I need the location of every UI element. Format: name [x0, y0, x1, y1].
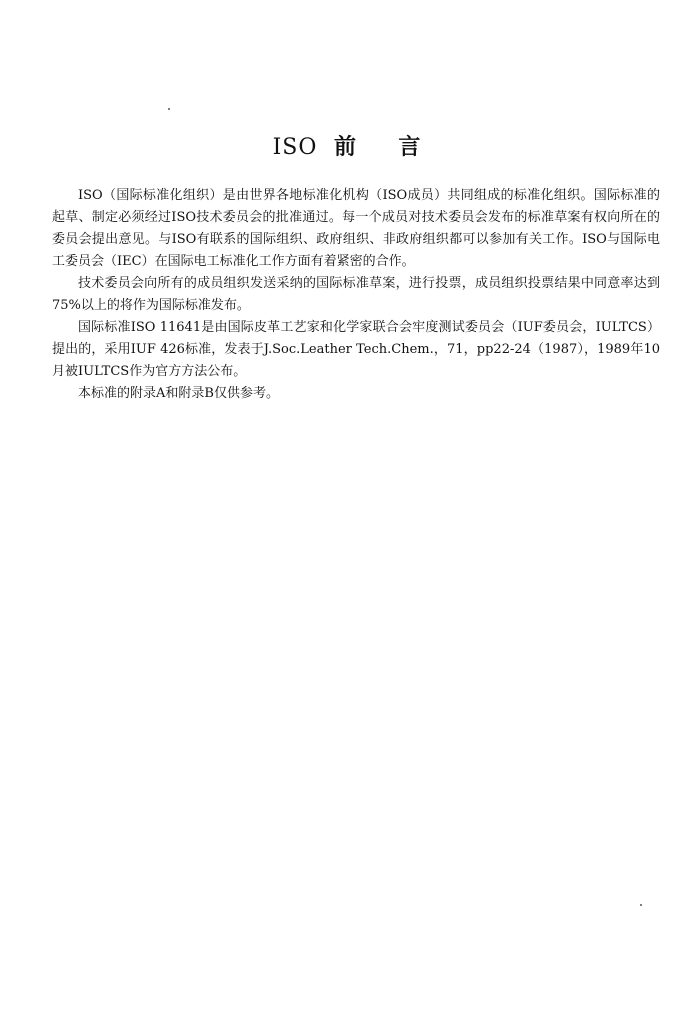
scan-speck: [640, 904, 642, 906]
paragraph-voting: 技术委员会向所有的成员组织发送采纳的国际标准草案，进行投票，成员组织投票结果中同意率达到75%以上的将作为国际标准发布。: [52, 276, 660, 313]
scan-speck: [168, 108, 170, 110]
paragraph-origin: 国际标准ISO 11641是由国际皮革工艺家和化学家联合会牢度测试委员会（IUF委员会，IULTCS）提出的，采用IUF 426标准，发表于J.Soc.Leather Tech.Chem.，71，pp22-24（1987），1989年10月被IULTCS作为官方方法公布。: [52, 320, 660, 379]
body-text: [52, 185, 660, 405]
heading-word-2: 言: [398, 134, 422, 160]
page-heading: [0, 130, 694, 165]
paragraph-iso-intro: ISO（国际标准化组织）是由世界各地标准化机构（ISO成员）共同组成的标准化组织。国际标准的起草、制定必须经过ISO技术委员会的批准通过。每一个成员对技术委员会发布的标准草案有权向所在的委员会提出意见。与ISO有联系的国际组织、政府组织、非政府组织都可以参加有关工作。ISO与国际电工委员会（IEC）在国际电工标准化工作方面有着紧密的合作。: [52, 188, 660, 269]
heading-word-1: 前: [334, 134, 358, 160]
heading-prefix: ISO: [272, 135, 318, 160]
paragraph-annex-note: 本标准的附录A和附录B仅供参考。: [78, 386, 279, 401]
